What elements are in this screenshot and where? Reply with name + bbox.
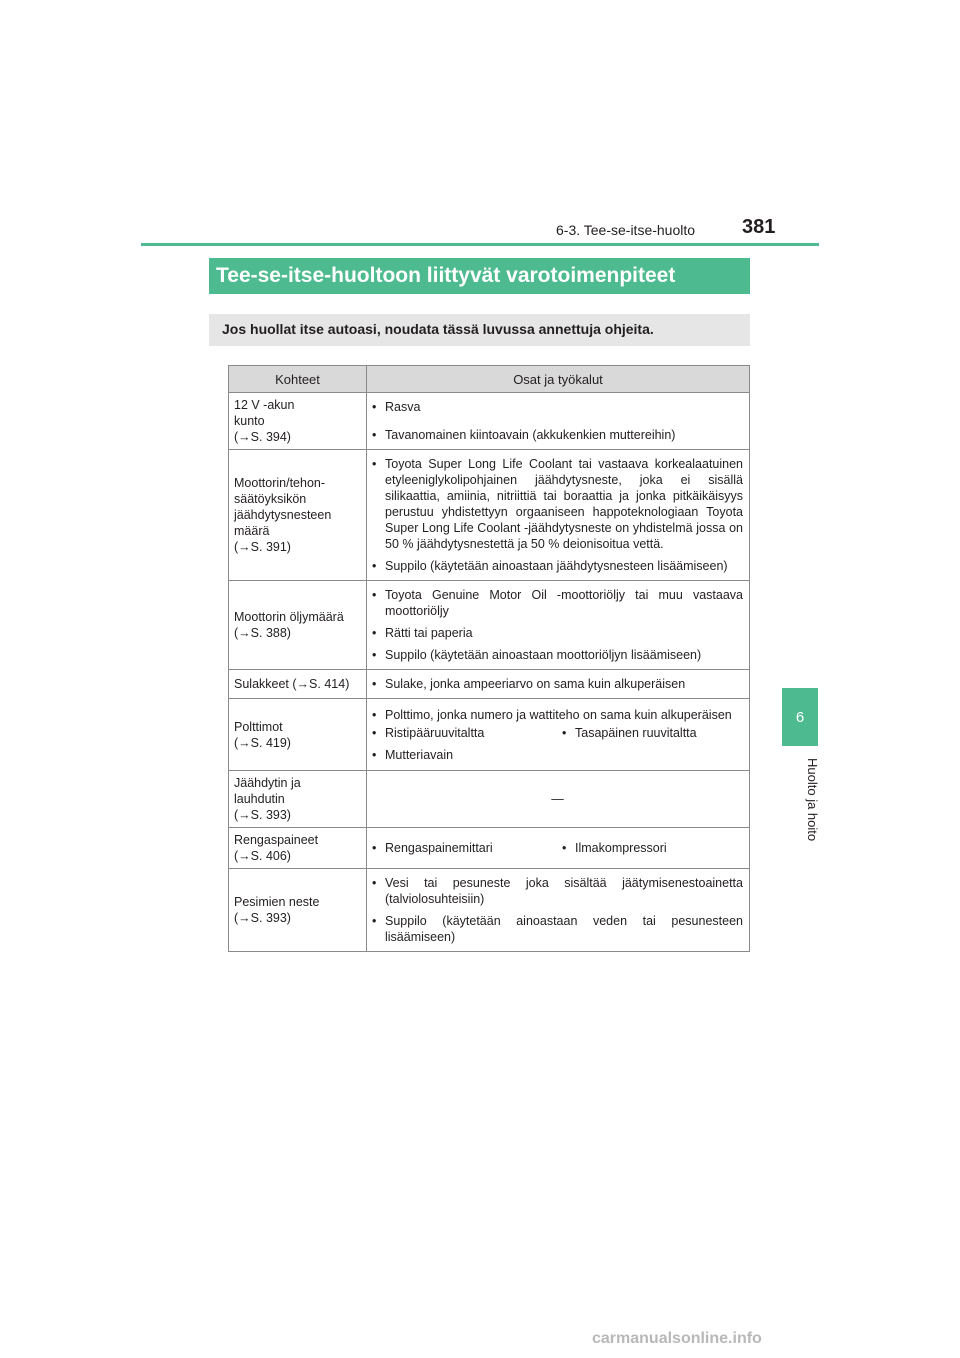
empty-dash: — [551, 792, 564, 806]
item-cell [229, 450, 367, 581]
item-cell [229, 869, 367, 952]
table-row [229, 828, 750, 869]
item-cell [229, 670, 367, 699]
list-item: • Mutteriavain [372, 747, 743, 763]
page-heading: Tee-se-itse-huoltoon liittyvät varotoimenpiteet [209, 258, 750, 294]
table-row [229, 393, 750, 450]
list-item: • Rätti tai paperia [372, 625, 743, 641]
column-header-parts: Osat ja työkalut [367, 366, 750, 393]
item-cell [229, 393, 367, 450]
table-row [229, 450, 750, 581]
list-item: • Tavanomainen kiintoavain (akkukenkien muttereihin) [372, 427, 743, 443]
list-item: • Polttimo, jonka numero ja wattiteho on sama kuin alkuperäisen [372, 707, 743, 723]
item-name: Pesimien neste [234, 895, 320, 909]
header-rule [141, 243, 819, 246]
parts-cell [367, 450, 750, 581]
table-header-row [229, 366, 750, 393]
page-number: 381 [742, 216, 776, 238]
list-item: • Tasapäinen ruuvitaltta [562, 725, 697, 741]
table-row [229, 869, 750, 952]
list-item: • Rengaspainemittari [372, 840, 562, 856]
list-item: • Sulake, jonka ampeeriarvo on sama kuin alkuperäisen [372, 676, 743, 692]
item-cell [229, 581, 367, 670]
page-reference[interactable]: (→S. 393) [234, 911, 291, 925]
list-item: • Suppilo (käytetään ainoastaan veden tai pesunesteen lisäämiseen) [372, 913, 743, 945]
parts-cell [367, 393, 750, 450]
parts-cell [367, 771, 750, 828]
item-name: Rengaspaineet [234, 833, 319, 847]
page-reference[interactable]: (→S. 393) [234, 808, 291, 822]
page-reference[interactable]: (→S. 388) [234, 626, 291, 640]
page-reference[interactable]: (→S. 391) [234, 540, 291, 554]
table-row [229, 670, 750, 699]
parts-cell [367, 869, 750, 952]
list-item: • Ristipääruuvitaltta [372, 725, 562, 741]
parts-cell [367, 828, 750, 869]
page-reference[interactable]: (→S. 406) [234, 849, 291, 863]
page-reference[interactable]: (→S. 414) [292, 677, 350, 691]
table-row [229, 771, 750, 828]
section-title: 6-3. Tee-se-itse-huolto [556, 222, 696, 238]
list-item: • Suppilo (käytetään ainoastaan jäähdytysnesteen lisäämiseen) [372, 558, 743, 574]
two-column-list [372, 840, 743, 856]
item-name: 12 V -akun kunto [234, 398, 295, 428]
intro-text: Jos huollat itse autoasi, noudata tässä luvussa annettuja ohjeita. [209, 314, 750, 346]
column-header-items: Kohteet [229, 366, 367, 393]
item-name: Polttimot [234, 719, 283, 734]
chapter-label: Huolto ja hoito [805, 758, 820, 842]
list-item: • Suppilo (käytetään ainoastaan moottoriöljyn lisäämiseen) [372, 647, 743, 663]
item-name: Moottorin öljymäärä [234, 610, 344, 624]
list-item: • Vesi tai pesuneste joka sisältää jäätymisenestoainetta (talviolosuhteisiin) [372, 875, 743, 907]
item-name: Moottorin/tehon-säätöyksikön jäähdytysnesteen määrä [234, 476, 332, 538]
list-item: • Toyota Super Long Life Coolant tai vastaava korkealaatuinen etyleeniglykolipohjainen jäähdytysneste, joka ei sisällä silikaattia, amiinia, nitriittiä tai boraattia ja jonka pitkäikäisyys perustuu yhdistettyyn orgaaniseen happoteknologiaan Toyota Super Long Life Coolant -jäähdytysneste on yhdistelmä jossa on 50 % jäähdytysnestettä ja 50 % deionisoitua vettä. [372, 456, 743, 552]
items-table [228, 365, 750, 952]
item-cell [229, 828, 367, 869]
parts-cell [367, 699, 750, 771]
table-row [229, 699, 750, 771]
list-item: • Toyota Genuine Motor Oil -moottoriöljy tai muu vastaava moottoriöljy [372, 587, 743, 619]
two-column-list [372, 725, 743, 741]
page-reference[interactable]: (→S. 419) [234, 735, 291, 750]
chapter-tab: 6 [782, 688, 818, 746]
parts-cell [367, 670, 750, 699]
item-cell [229, 699, 367, 771]
item-name: Sulakkeet [234, 677, 289, 691]
parts-cell [367, 581, 750, 670]
list-item: • Ilmakompressori [562, 840, 667, 856]
item-name: Jäähdytin ja lauhdutin [234, 776, 301, 806]
item-cell [229, 771, 367, 828]
table-row [229, 581, 750, 670]
page-reference[interactable]: (→S. 394) [234, 430, 291, 444]
watermark: carmanualsonline.info [592, 1330, 762, 1347]
list-item: • Rasva [372, 399, 743, 415]
